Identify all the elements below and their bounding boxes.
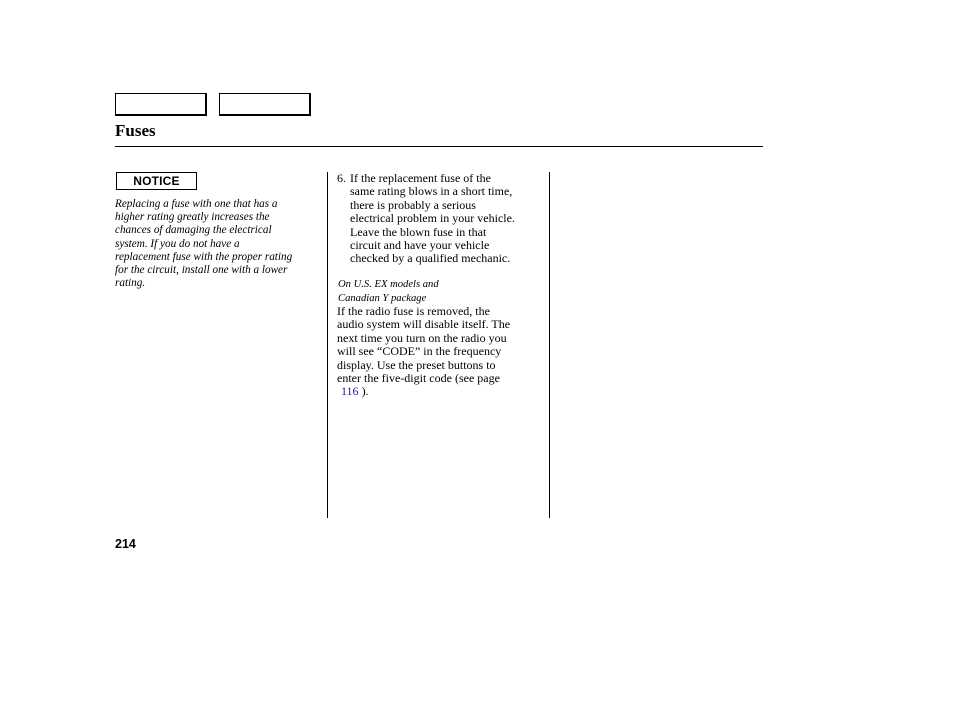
- model-note: [338, 278, 439, 306]
- nav-button-main-menu[interactable]: [115, 93, 207, 116]
- page-number: 214: [115, 537, 136, 551]
- step-line: Leave the blown fuse in that: [350, 224, 487, 239]
- step-line: circuit and have your vehicle: [350, 238, 490, 253]
- model-note-line: Canadian Y package: [338, 293, 427, 304]
- radio-fuse-text: [337, 305, 547, 399]
- step-line: checked by a qualified mechanic.: [350, 251, 511, 266]
- step-line: same rating blows in a short time,: [350, 184, 513, 199]
- step-line: electrical problem in your vehicle.: [350, 211, 515, 226]
- step-text: [350, 172, 550, 266]
- radio-line: If the radio fuse is removed, the: [337, 304, 490, 318]
- notice-line: higher rating greatly increases the: [115, 211, 270, 224]
- notice-line: chances of damaging the electrical: [115, 224, 272, 237]
- radio-line: enter the five-digit code (see page: [337, 371, 500, 386]
- step-line: there is probably a serious: [350, 197, 476, 212]
- radio-closing: ).: [361, 384, 369, 399]
- step-line: If the replacement fuse of the: [350, 171, 491, 185]
- title-divider: [115, 146, 763, 147]
- notice-line: Replacing a fuse with one that has a: [115, 198, 278, 210]
- notice-line: for the circuit, install one with a lower: [115, 264, 288, 277]
- radio-line: audio system will disable itself. The: [337, 317, 511, 332]
- radio-line: next time you turn on the radio you: [337, 330, 507, 345]
- notice-line: rating.: [115, 277, 146, 290]
- radio-line: display. Use the preset buttons to: [337, 357, 496, 372]
- nav-button-index[interactable]: [219, 93, 311, 116]
- model-note-line: On U.S. EX models and: [338, 279, 439, 290]
- section-title: Fuses: [115, 121, 156, 140]
- radio-line: will see “CODE” in the frequency: [337, 344, 502, 359]
- radio-line-last: [337, 385, 547, 398]
- page-reference-link[interactable]: 116: [341, 384, 359, 399]
- notice-label: NOTICE: [116, 172, 197, 190]
- notice-text: [115, 198, 323, 290]
- notice-line: replacement fuse with the proper rating: [115, 250, 293, 263]
- column-divider-left: [327, 172, 328, 518]
- notice-line: system. If you do not have a: [115, 237, 240, 250]
- step-number: 6.: [337, 171, 346, 185]
